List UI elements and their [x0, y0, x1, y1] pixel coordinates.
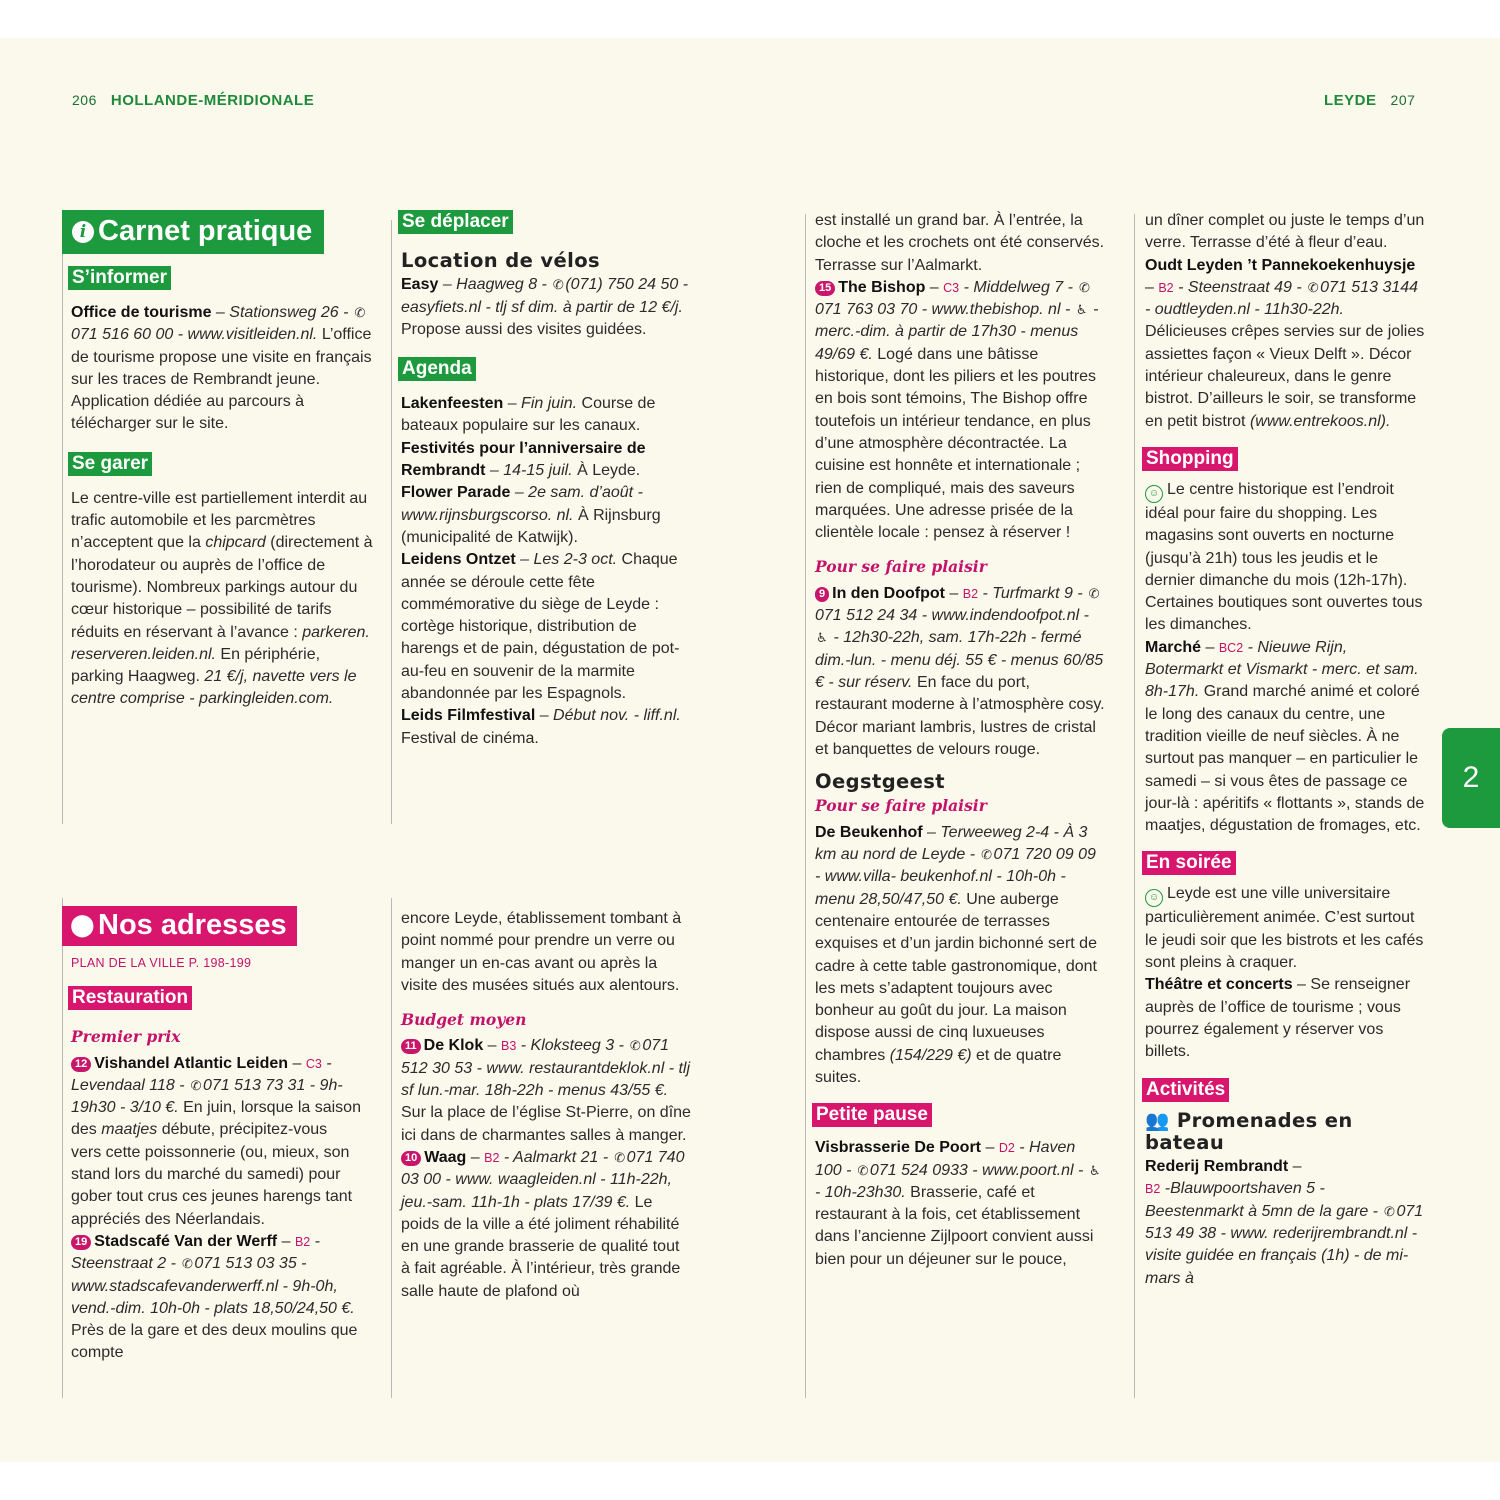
- carnet-pratique-heading: i Carnet pratique: [62, 210, 324, 254]
- location-pin-icon: ⬤: [70, 912, 95, 937]
- stadscafe-entry: 19 Stadscafé Van der Werff – B2 - Steenstraat 2 - ✆071 513 03 35 - www.stadscafevanderwerff.nl - 9h-0h, vend.-dim. 10h-0h - plats 18,50/24,50 €. Près de la gare et des deux moulins que compte: [71, 1232, 358, 1362]
- phone-icon: ✆: [181, 1256, 193, 1272]
- stadscafe-continued: encore Leyde, établissement tombant à point nommé pour prendre un verre ou manger un en-cas avant ou après la visite des musées situés aux alentours.: [401, 910, 682, 994]
- page-header-left: [72, 92, 314, 109]
- the-bishop-entry: 15 The Bishop – C3 - Middelweg 7 - ✆071 763 03 70 - www.thebishop. nl - ♿ - merc.-dim. à partir de 17h30 - menus 49/69 €. Logé dans une bâtisse historique, dont les piliers et les poutres en bois sont témoins, The Bishop offre toutefois un intérieur tendance, en plus d’une atmosphère décontractée. La cuisine est honnête et internationale ; rien de compliqué, mais des saveurs marquées. Une adresse prisée de la clientèle locale : pensez à réserver !: [815, 278, 1099, 542]
- nos-adresses-heading: ⬤ Nos adresses: [62, 906, 297, 946]
- se-deplacer-heading: Se déplacer: [398, 210, 513, 234]
- shopping-text: ☺ Le centre historique est l’endroit idéal pour faire du shopping. Les magasins sont ouverts en nocturne (jusqu’à 21h) tous les jeudis et le dernier dimanche du mois (12h-17h). Certaines boutiques sont ouvertes tous les dimanches.: [1145, 480, 1423, 634]
- phone-icon: ✆: [614, 1149, 626, 1165]
- rule: [391, 898, 392, 1398]
- budget-moyen-heading: Budget moyen: [401, 1010, 527, 1030]
- column-3: [815, 210, 1105, 1271]
- theatre-entry: Théâtre et concerts – Se renseigner auprès de l’office de tourisme ; vous pourrez également y réserver vos billets.: [1145, 976, 1411, 1061]
- waag-entry: 10 Waag – B2 - Aalmarkt 21 - ✆071 740 03 00 - www. waagleiden.nl - 11h-22h, jeu.-sam. 11h-1h - plats 17/39 €. Le poids de la ville a été joliment réhabilité en une grande brasserie de qualité tout à fait agréable. À l’intérieur, très grande salle haute de plafond où: [401, 1148, 685, 1300]
- page-header-right: [1324, 92, 1415, 109]
- agenda-rembrandt: Festivités pour l’anniversaire de Rembrandt – 14-15 juil. À Leyde.: [401, 439, 646, 480]
- column-4: [1145, 210, 1427, 1290]
- smiley-icon: ☺: [1145, 889, 1163, 907]
- phone-icon: ✆: [1384, 1203, 1395, 1219]
- phone-icon: ✆: [857, 1162, 869, 1178]
- oegstgeest-heading: Oegstgeest: [815, 770, 946, 794]
- info-icon: i: [72, 221, 94, 243]
- office-tourisme-entry: Office de tourisme – Stationsweg 26 - ✆071 516 60 00 - www.visitleiden.nl. L’office de tourisme propose une visite en français sur les traces de Rembrandt jeune. Application dédiée au parcours à télécharger sur le site.: [71, 304, 372, 433]
- page-number-left: 206: [72, 92, 97, 108]
- chapter-tab[interactable]: 2: [1442, 728, 1500, 828]
- phone-icon: ✆: [354, 305, 366, 320]
- column-1-top: [71, 210, 376, 711]
- wheelchair-icon: ♿: [1075, 302, 1088, 318]
- s-informer-heading: S’informer: [68, 266, 171, 290]
- section-title: LEYDE: [1324, 92, 1377, 109]
- wheelchair-icon: ♿: [816, 630, 828, 646]
- group-icon: 👥: [1145, 1108, 1170, 1132]
- petite-pause-heading: Petite pause: [812, 1103, 932, 1127]
- se-garer-text: Le centre-ville est partiellement interdit au trafic automobile et les parcmètres n’acceptent que la chipcard (directement à l’horodateur ou auprès de l’office de tourisme). Nombreux parkings autour du cœur historique – possibilité de tarifs réduits en réservant à l’avance : parkeren. reserveren.leiden.nl. En périphérie, parking Haagweg. 21 €/j, navette vers le centre comprise - parkingleiden.com.: [71, 489, 373, 708]
- de-beukenhof-entry: De Beukenhof – Terweeweg 2-4 - À 3 km au nord de Leyde - ✆071 720 09 09 - www.villa- beukenhof.nl - 10h-0h - menu 28,50/47,50 €. Une auberge centenaire entourée de terrasses exquises et d’un jardin bichonné sert de cadre à cette table gastronomique, dont les mets s’adaptent toujours avec bonheur au goût du jour. La maison dispose aussi de cinq luxueuses chambres (154/229 €) et de quatre suites.: [815, 823, 1097, 1086]
- map-marker: 19: [71, 1235, 91, 1250]
- activites-heading: Activités: [1142, 1078, 1229, 1102]
- vishandel-entry: 12 Vishandel Atlantic Leiden – C3 - Levendaal 118 - ✆071 513 73 31 - 9h-19h30 - 3/10 €. En juin, lorsque la saison des maatjes débute, précipitez-vous vers cette poissonnerie (ou, mieux, son stand lors du marché du samedi) pour gober tout crus ces jeunes harengs tant appréciés des Néerlandais.: [71, 1054, 361, 1228]
- agenda-flower-parade: Flower Parade – 2e sam. d’août - www.rijnsburgscorso. nl. À Rijnsburg (municipalité de Katwijk).: [401, 484, 661, 546]
- soiree-text: ☺ Leyde est une ville universitaire particulièrement animée. C’est surtout le jeudi soir que les bistrots et les cafés sont pleins à craquer.: [1145, 885, 1424, 972]
- phone-icon: ✆: [1088, 585, 1100, 601]
- column-2-bottom: [401, 908, 691, 1303]
- agenda-leidens-ontzet: Leidens Ontzet – Les 2-3 oct. Chaque année se déroule cette fête commémorative du siège de Leyde : cortège historique, distribution de harengs et de pain, dégustation de pot-au-feu en souvenir de la marmite abandonnée par les Espagnols.: [401, 551, 680, 703]
- rule: [391, 220, 392, 824]
- oudt-leyden-entry: Oudt Leyden ’t Pannekoekenhuysje – B2 - Steenstraat 49 - ✆071 513 3144 - oudtleyden.nl - 11h30-22h. Délicieuses crêpes servies sur de jolies assiettes façon « Vieux Delft ». Décor intérieur chaleureux, dans le genre bistrot. D’ailleurs le soir, se transforme en petit bistrot (www.entrekoos.nl).: [1145, 256, 1425, 430]
- rule: [805, 214, 806, 1398]
- chapter-title: HOLLANDE-MÉRIDIONALE: [110, 92, 315, 109]
- location-velos-heading: Location de vélos: [401, 249, 601, 272]
- visbrasserie-entry: Visbrasserie De Poort – D2 - Haven 100 - ✆071 524 0933 - www.poort.nl - ♿ - 10h-23h30. Brasserie, café et restaurant à la fois, cet établissement dans l’ancienne Zijlpoort convient aussi bien pour un déjeuner sur le pouce,: [815, 1139, 1101, 1268]
- se-garer-heading: Se garer: [68, 452, 152, 476]
- phone-icon: ✆: [1307, 279, 1319, 295]
- map-marker: 10: [401, 1151, 421, 1166]
- smiley-icon: ☺: [1145, 485, 1163, 503]
- rederij-rembrandt-entry: Rederij Rembrandt – B2 -Blauwpoortshaven 5 - Beestenmarkt à 5mn de la gare - ✆071 513 49 38 - www. rederijrembrandt.nl - visite guidée en français (1h) - de mi-mars à: [1145, 1158, 1424, 1287]
- easy-entry: Easy – Haagweg 8 - ✆(071) 750 24 50 - easyfiets.nl - tlj sf dim. à partir de 12 €/j. Propose aussi des visites guidées.: [401, 276, 689, 338]
- map-marker: 9: [815, 587, 829, 602]
- waag-continued: est installé un grand bar. À l’entrée, la cloche et les crochets ont été conservés. Terrasse sur l’Aalmarkt.: [815, 212, 1105, 274]
- phone-icon: ✆: [1078, 279, 1090, 295]
- phone-icon: ✆: [552, 277, 564, 293]
- visbrasserie-continued: un dîner complet ou juste le temps d’un verre. Terrasse d’été à fleur d’eau.: [1145, 212, 1425, 252]
- agenda-filmfestival: Leids Filmfestival – Début nov. - liff.nl. Festival de cinéma.: [401, 707, 681, 747]
- rule: [62, 246, 63, 824]
- shopping-heading: Shopping: [1142, 447, 1238, 471]
- rule: [62, 898, 63, 1398]
- map-marker: 15: [815, 281, 835, 296]
- rule: [1134, 214, 1135, 1398]
- phone-icon: ✆: [190, 1077, 202, 1093]
- plan-reference: PLAN DE LA VILLE P. 198-199: [71, 956, 252, 970]
- column-1-bottom: [71, 906, 361, 1365]
- wheelchair-icon: ♿: [1089, 1162, 1101, 1178]
- pour-se-faire-plaisir-heading: Pour se faire plaisir: [815, 557, 987, 577]
- agenda-heading: Agenda: [398, 357, 476, 381]
- pour-se-faire-plaisir-heading-2: Pour se faire plaisir: [815, 796, 987, 816]
- page-number-right: 207: [1390, 92, 1416, 108]
- column-2-top: [401, 210, 691, 750]
- agenda-lakenfeesten: Lakenfeesten – Fin juin. Course de bateaux populaire sur les canaux.: [401, 395, 656, 435]
- map-marker: 12: [71, 1057, 91, 1072]
- phone-icon: ✆: [629, 1038, 641, 1054]
- marche-entry: Marché – BC2 - Nieuwe Rijn, Botermarkt et Vismarkt - merc. et sam. 8h-17h. Grand marché animé et coloré le long des canaux du centre, une tradition vieille de neuf siècles. À ne surtout pas manquer – en particulier le samedi – si vous êtes de passage ce jour-là : apéritifs « flottants », stands de maatjes, dégustation de fromages, etc.: [1145, 638, 1425, 835]
- phone-icon: ✆: [981, 847, 992, 863]
- promenades-heading: 👥 Promenades en bateau: [1145, 1108, 1353, 1154]
- en-soiree-heading: En soirée: [1142, 851, 1236, 875]
- premier-prix-heading: Premier prix: [71, 1027, 181, 1047]
- restauration-heading: Restauration: [68, 986, 192, 1010]
- de-klok-entry: 11 De Klok – B3 - Kloksteeg 3 - ✆071 512 30 53 - www. restaurantdeklok.nl - tlj sf lun.-mar. 18h-22h - menus 43/55 €. Sur la place de l’église St-Pierre, on dîne ici dans de charmantes salles à manger.: [401, 1037, 691, 1144]
- map-marker: 11: [401, 1039, 421, 1054]
- in-den-doofpot-entry: 9 In den Doofpot – B2 - Turfmarkt 9 - ✆071 512 24 34 - www.indendoofpot.nl - ♿ - 12h30-22h, sam. 17h-22h - fermé dim.-lun. - menu déj. 55 € - menus 60/85 € - sur réserv. En face du port, restaurant moderne à l’atmosphère cosy. Décor mariant lambris, lustres de cristal et banquettes de velours rouge.: [815, 584, 1105, 758]
